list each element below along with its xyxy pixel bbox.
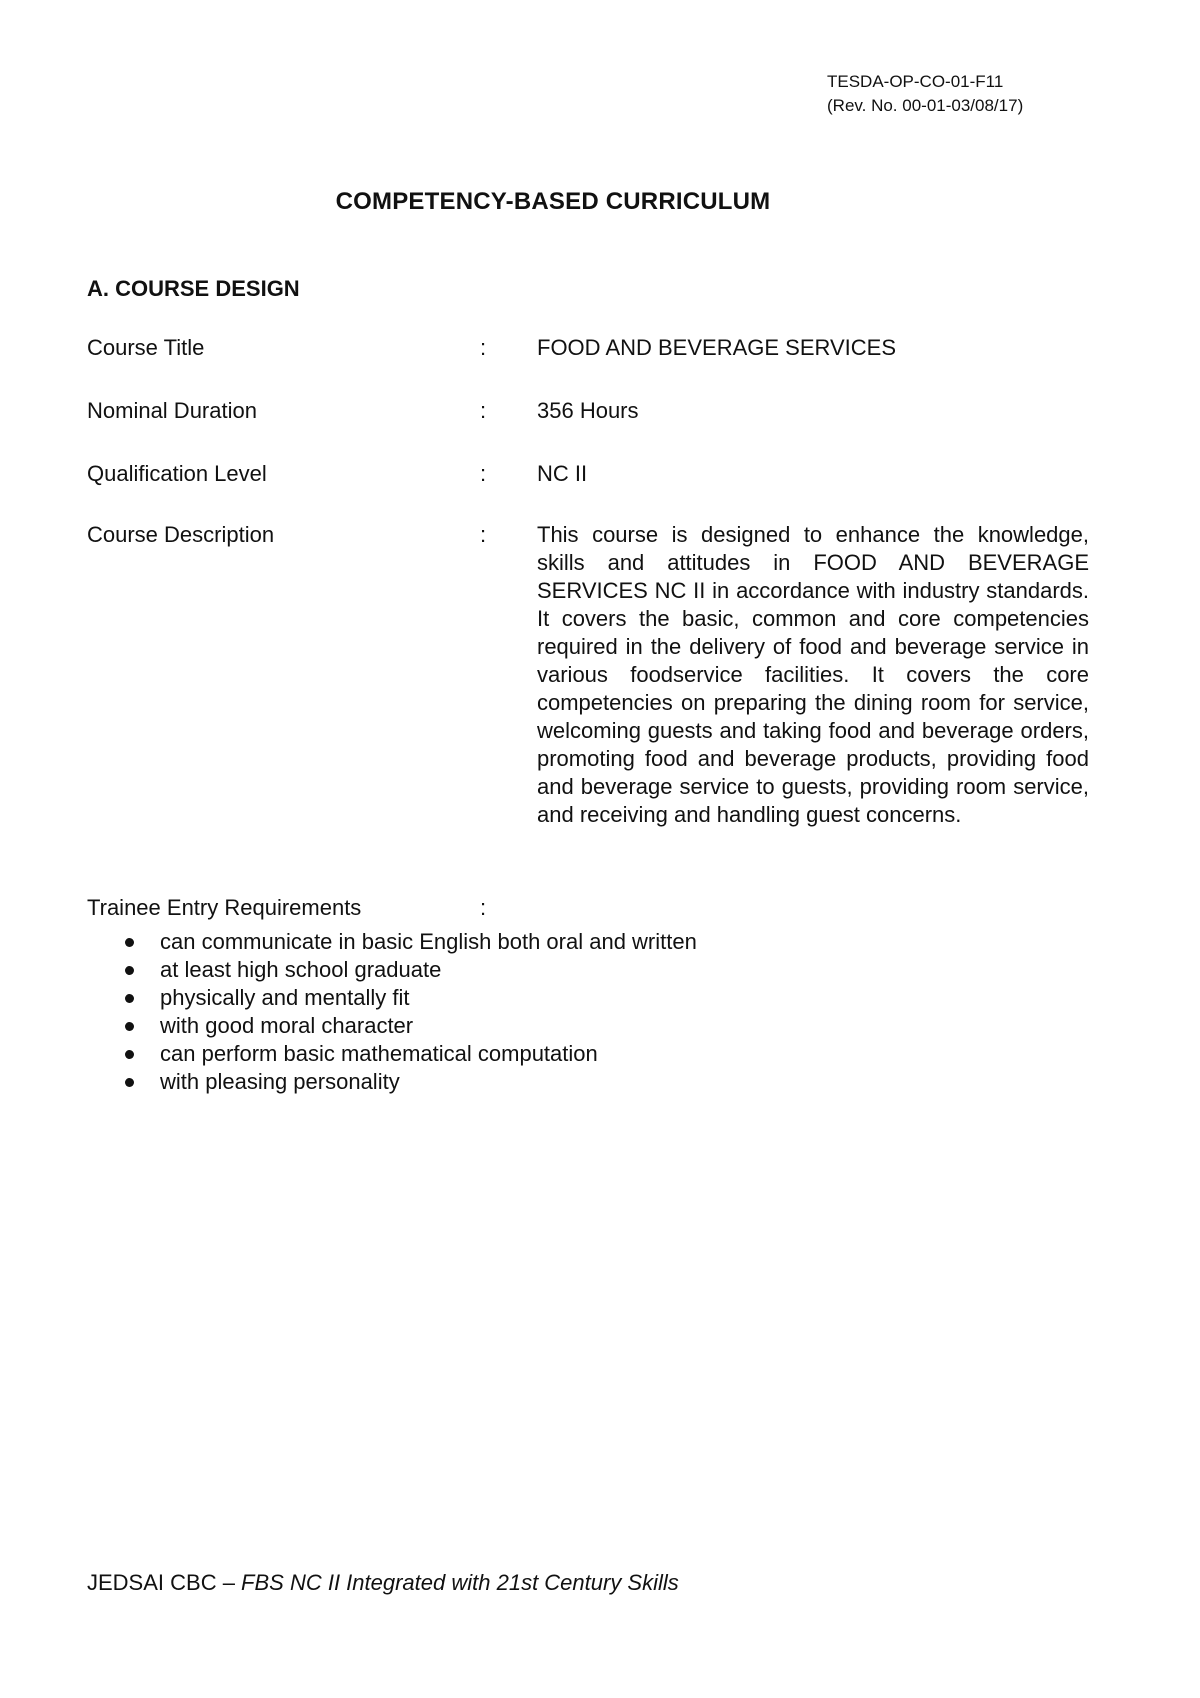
bullet-icon — [125, 966, 134, 975]
requirement-text: with pleasing personality — [160, 1069, 400, 1094]
list-item — [125, 984, 697, 1012]
form-code: TESDA-OP-CO-01-F11 — [827, 72, 1004, 91]
trainee-entry-label: Trainee Entry Requirements — [87, 895, 362, 920]
requirement-text: can perform basic mathematical computation — [160, 1041, 598, 1066]
revision-number: (Rev. No. 00-01-03/08/17) — [827, 96, 1024, 115]
list-item — [125, 956, 697, 984]
bullet-icon — [125, 938, 134, 947]
footer-prefix: JEDSAI CBC – — [87, 1570, 242, 1595]
course-title-value: FOOD AND BEVERAGE SERVICES — [537, 335, 897, 360]
bullet-icon — [125, 1078, 134, 1087]
colon-separator: : — [480, 398, 487, 423]
page-footer — [87, 1570, 679, 1596]
bullet-icon — [125, 1022, 134, 1031]
colon-separator: : — [480, 335, 487, 360]
bullet-icon — [125, 1050, 134, 1059]
list-item — [125, 1012, 697, 1040]
bullet-icon — [125, 994, 134, 1003]
nominal-duration-label: Nominal Duration — [87, 398, 257, 423]
requirement-text: at least high school graduate — [160, 957, 442, 982]
form-code-block — [827, 70, 1023, 118]
colon-separator: : — [480, 522, 487, 547]
list-item — [125, 1040, 697, 1068]
footer-subtitle: FBS NC II Integrated with 21st Century Skills — [241, 1570, 679, 1595]
qualification-level-label: Qualification Level — [87, 461, 267, 486]
section-heading: A. COURSE DESIGN — [87, 276, 300, 301]
colon-separator: : — [480, 461, 487, 486]
course-title-label: Course Title — [87, 335, 205, 360]
document-title: COMPETENCY-BASED CURRICULUM — [335, 188, 771, 215]
course-description-text: This course is designed to enhance the knowledge, skills and attitudes in FOOD AND BEVERAGE SERVICES NC II in accordance with industry standards. It covers the basic, common and core competencies required in the delivery of food and beverage service in various foodservice facilities. It covers the core competencies on preparing the dining room for service, welcoming guests and taking food and beverage orders, promoting food and beverage products, providing food and beverage service to guests, providing room service, and receiving and handling guest concerns. — [537, 522, 1089, 827]
requirement-text: can communicate in basic English both oral and written — [160, 929, 697, 954]
nominal-duration-value: 356 Hours — [537, 398, 639, 423]
qualification-level-value: NC II — [537, 461, 588, 486]
requirements-list — [125, 928, 697, 1096]
colon-separator: : — [480, 895, 487, 920]
course-description-label: Course Description — [87, 522, 275, 547]
list-item — [125, 928, 697, 956]
list-item — [125, 1068, 697, 1096]
requirement-text: with good moral character — [160, 1013, 414, 1038]
requirement-text: physically and mentally fit — [160, 985, 410, 1010]
